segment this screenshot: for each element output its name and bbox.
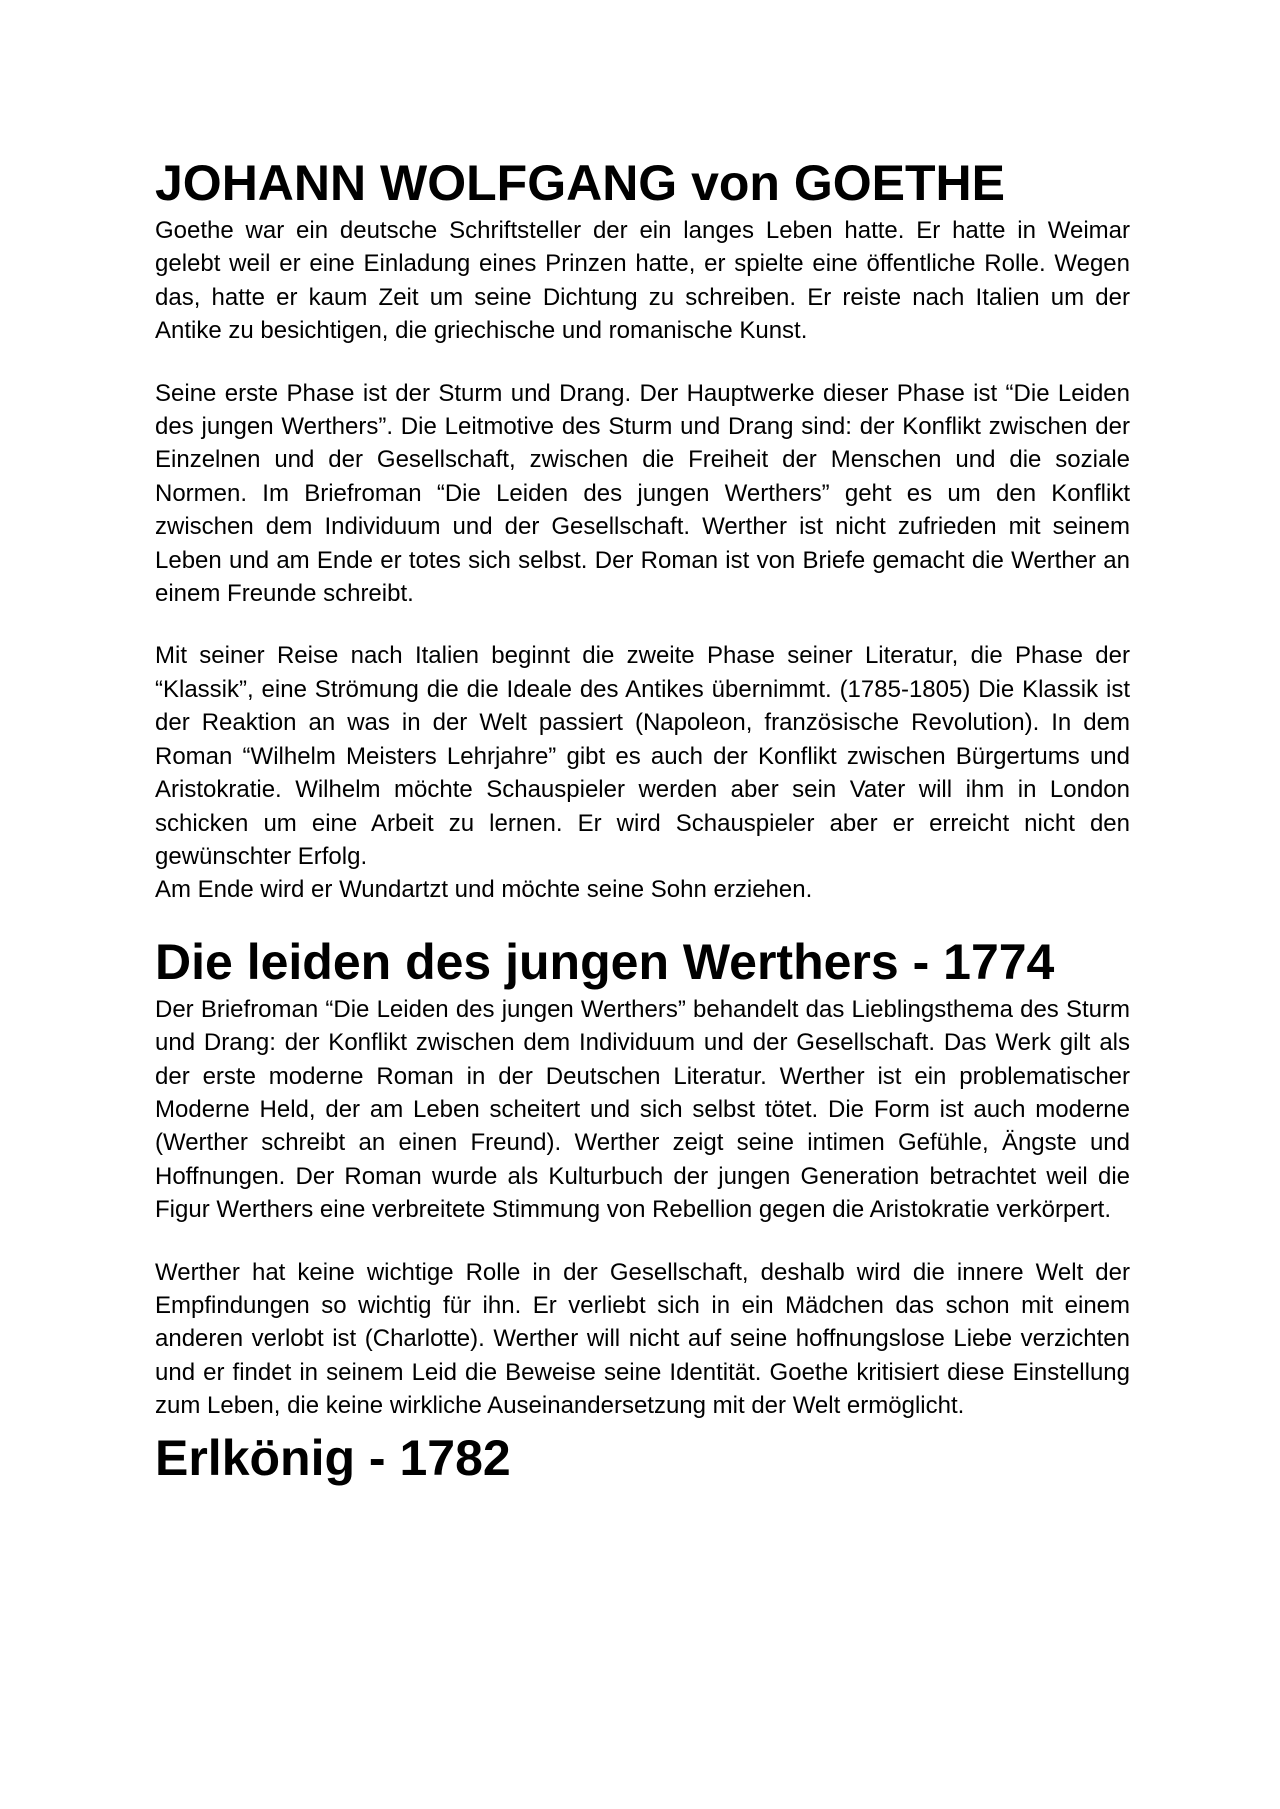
- paragraph-spacer: [155, 610, 1130, 639]
- section-spacer: [155, 907, 1130, 931]
- paragraph-spacer: [155, 348, 1130, 377]
- intro-paragraph-3: Mit seiner Reise nach Italien beginnt die zweite Phase seiner Literatur, die Phase der “Klassik”, eine Strömung die die Ideale des Antikes übernimmt. (1785-1805) Die Klassik ist der Reaktion an was in der Welt passiert (Napoleon, französische Revolution). In dem Roman “Wilhelm Meisters Lehrjahre” gibt es auch der Konflikt zwischen Bürgertums und Aristokratie. Wilhelm möchte Schauspieler werden aber sein Vater will ihm in London schicken um eine Arbeit zu lernen. Er wird Schauspieler aber er erreicht nicht den gewünschter Erfolg.: [155, 642, 1130, 870]
- intro-paragraph-1: Goethe war ein deutsche Schriftsteller der ein langes Leben hatte. Er hatte in Weimar gelebt weil er eine Einladung eines Prinzen hatte, er spielte eine öffentliche Rolle. Wegen das, hatte er kaum Zeit um seine Dichtung zu schreiben. Er reiste nach Italien um der Antike zu besichtigen, die griechische und romanische Kunst.: [155, 217, 1130, 345]
- werther-paragraph-1: Der Briefroman “Die Leiden des jungen Werthers” behandelt das Lieblingsthema des Sturm und Drang: der Konflikt zwischen dem Individuum und der Gesellschaft. Das Werk gilt als der erste moderne Roman in der Deutschen Literatur. Werther ist ein problematischer Moderne Held, der am Leben scheitert und sich selbst tötet. Die Form ist auch moderne (Werther schreibt an einen Freund). Werther zeigt seine intimen Gefühle, Ängste und Hoffnungen. Der Roman wurde als Kulturbuch der jungen Generation betrachtet weil die Figur Werthers eine verbreitete Stimmung von Rebellion gegen die Aristokratie verkörpert.: [155, 995, 1130, 1224]
- section-heading-erlkoenig: Erlkönig - 1782: [155, 1429, 511, 1486]
- werther-paragraph-2: Werther hat keine wichtige Rolle in der Gesellschaft, deshalb wird die innere Welt der Empfindungen so wichtig für ihn. Er verliebt sich in ein Mädchen das schon mit einem anderen verlobt ist (Charlotte). Werther will nicht auf seine hoffnungslose Liebe verzichten und er findet in seinem Leid die Beweise seine Identität. Goethe kritisiert diese Einstellung zum Leben, die keine wirkliche Auseinandersetzung mit der Welt ermöglicht.: [155, 1258, 1130, 1420]
- intro-paragraph-4: Am Ende wird er Wundartzt und möchte seine Sohn erziehen.: [155, 876, 813, 904]
- document-title: JOHANN WOLFGANG von GOETHE: [155, 155, 1005, 211]
- paragraph-spacer: [155, 1227, 1130, 1256]
- intro-paragraph-2: Seine erste Phase ist der Sturm und Drang. Der Hauptwerke dieser Phase ist “Die Leiden des jungen Werthers”. Die Leitmotive des Sturm und Drang sind: der Konflikt zwischen der Einzelnen und der Gesellschaft, zwischen die Freiheit der Menschen und die soziale Normen. Im Briefroman “Die Leiden des jungen Werthers” geht es um den Konflikt zwischen dem Individuum und der Gesellschaft. Werther ist nicht zufrieden mit seinem Leben und am Ende er totes sich selbst. Der Roman ist von Briefe gemacht die Werther an einem Freunde schreibt.: [155, 379, 1130, 608]
- section-heading-werther: Die leiden des jungen Werthers - 1774: [155, 933, 1055, 990]
- document-page: [155, 152, 1130, 1489]
